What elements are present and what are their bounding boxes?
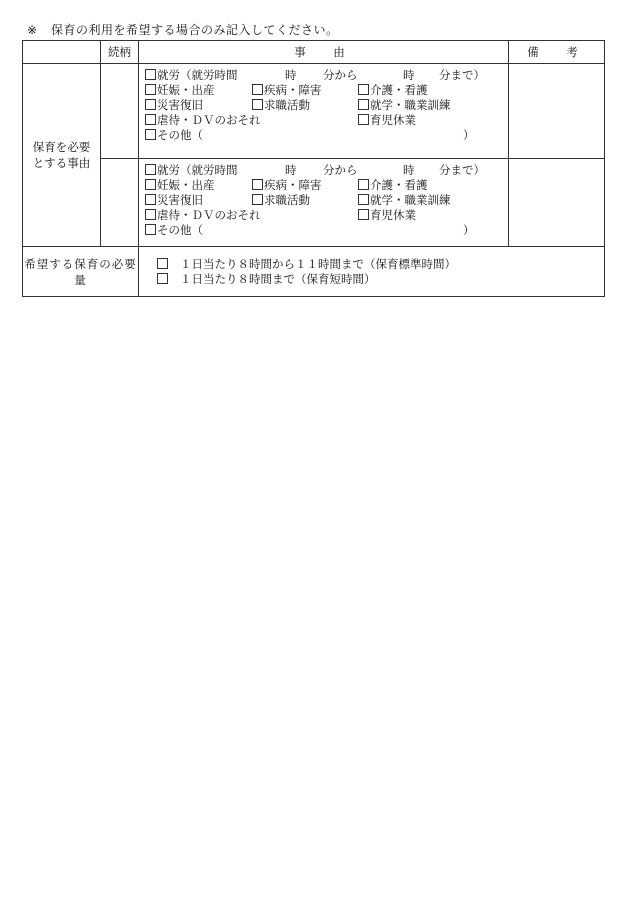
- checkbox-schooling[interactable]: [358, 99, 369, 110]
- relation-field-1[interactable]: [101, 64, 139, 159]
- header-remarks: 備 考: [509, 41, 605, 64]
- checkbox-illness[interactable]: [252, 84, 263, 95]
- header-reason: 事 由: [139, 41, 509, 64]
- checkbox-disaster[interactable]: [145, 194, 156, 205]
- checkbox-short-hours[interactable]: [157, 273, 168, 284]
- other-close-paren: ）: [463, 128, 475, 142]
- other-label: その他（: [157, 128, 203, 142]
- amount-label: 希望する保育の必要量: [23, 247, 139, 297]
- pregnancy-label: 妊娠・出産: [157, 178, 215, 192]
- relation-field-2[interactable]: [101, 159, 139, 247]
- nursing-label: 介護・看護: [370, 83, 428, 97]
- work-label: 就労（就労時間: [157, 163, 238, 177]
- work-hour-end-unit: 時: [403, 68, 415, 82]
- work-line: [145, 68, 508, 83]
- work-minute-end-unit: 分まで）: [439, 68, 485, 82]
- reason-options-1: [139, 64, 509, 159]
- reason-row-2: [23, 159, 605, 247]
- abuse-label: 虐待・ＤＶのおそれ: [157, 208, 261, 222]
- checkbox-job-seeking[interactable]: [252, 194, 263, 205]
- work-minute-end-unit: 分まで）: [439, 163, 485, 177]
- reason-line-other: [145, 223, 508, 238]
- reason-line-3: [145, 98, 508, 113]
- checkbox-abuse[interactable]: [145, 114, 156, 125]
- checkbox-job-seeking[interactable]: [252, 99, 263, 110]
- checkbox-schooling[interactable]: [358, 194, 369, 205]
- job-seeking-label: 求職活動: [264, 98, 310, 112]
- standard-hours-label: １日当たり８時間から１１時間まで（保育標準時間）: [180, 256, 456, 271]
- reason-line-2: [145, 83, 508, 98]
- checkbox-abuse[interactable]: [145, 209, 156, 220]
- remarks-field-2[interactable]: [509, 159, 605, 247]
- reason-line-4: [145, 208, 508, 223]
- checkbox-pregnancy[interactable]: [145, 84, 156, 95]
- instruction-note: [27, 21, 339, 38]
- instruction-text: 保育の利用を希望する場合のみ記入してください。: [51, 23, 339, 37]
- work-label: 就労（就労時間: [157, 68, 238, 82]
- disaster-label: 災害復旧: [157, 98, 203, 112]
- childcare-leave-label: 育児休業: [370, 208, 416, 222]
- checkbox-childcare-leave[interactable]: [358, 114, 369, 125]
- checkbox-disaster[interactable]: [145, 99, 156, 110]
- amount-row: [23, 247, 605, 297]
- childcare-need-table: [22, 40, 605, 297]
- checkbox-nursing[interactable]: [358, 179, 369, 190]
- work-hour-end-unit: 時: [403, 163, 415, 177]
- short-hours-label: １日当たり８時間まで（保育短時間）: [180, 271, 376, 286]
- amount-option-standard: [157, 257, 604, 272]
- need-reason-label-line-1: 保育を必要: [32, 140, 91, 154]
- pregnancy-label: 妊娠・出産: [157, 83, 215, 97]
- header-row: [23, 41, 605, 64]
- amount-options: [139, 247, 605, 297]
- work-hour-start-unit: 時: [285, 163, 297, 177]
- checkbox-pregnancy[interactable]: [145, 179, 156, 190]
- nursing-label: 介護・看護: [370, 178, 428, 192]
- reason-line-3: [145, 193, 508, 208]
- reason-line-4: [145, 113, 508, 128]
- schooling-label: 就学・職業訓練: [370, 98, 451, 112]
- work-minute-start-unit: 分から: [323, 68, 358, 82]
- checkbox-work[interactable]: [145, 164, 156, 175]
- checkbox-standard-hours[interactable]: [157, 258, 168, 269]
- need-reason-label-line-2: とする事由: [32, 156, 91, 170]
- reason-options-2: [139, 159, 509, 247]
- reason-line-other: [145, 128, 508, 143]
- reason-line-2: [145, 178, 508, 193]
- abuse-label: 虐待・ＤＶのおそれ: [157, 113, 261, 127]
- checkbox-childcare-leave[interactable]: [358, 209, 369, 220]
- remarks-field-1[interactable]: [509, 64, 605, 159]
- other-label: その他（: [157, 223, 203, 237]
- amount-option-short: [157, 272, 604, 287]
- checkbox-other[interactable]: [145, 129, 156, 140]
- illness-label: 疾病・障害: [264, 83, 322, 97]
- reference-mark: ※: [27, 23, 38, 37]
- childcare-leave-label: 育児休業: [370, 113, 416, 127]
- need-reason-label: [23, 64, 101, 247]
- header-empty-cell: [23, 41, 101, 64]
- disaster-label: 災害復旧: [157, 193, 203, 207]
- checkbox-illness[interactable]: [252, 179, 263, 190]
- illness-label: 疾病・障害: [264, 178, 322, 192]
- job-seeking-label: 求職活動: [264, 193, 310, 207]
- other-close-paren: ）: [463, 223, 475, 237]
- checkbox-work[interactable]: [145, 69, 156, 80]
- checkbox-nursing[interactable]: [358, 84, 369, 95]
- header-relation: 続柄: [101, 41, 139, 64]
- work-minute-start-unit: 分から: [323, 163, 358, 177]
- schooling-label: 就学・職業訓練: [370, 193, 451, 207]
- work-hour-start-unit: 時: [285, 68, 297, 82]
- reason-row-1: [23, 64, 605, 159]
- work-line: [145, 163, 508, 178]
- checkbox-other[interactable]: [145, 224, 156, 235]
